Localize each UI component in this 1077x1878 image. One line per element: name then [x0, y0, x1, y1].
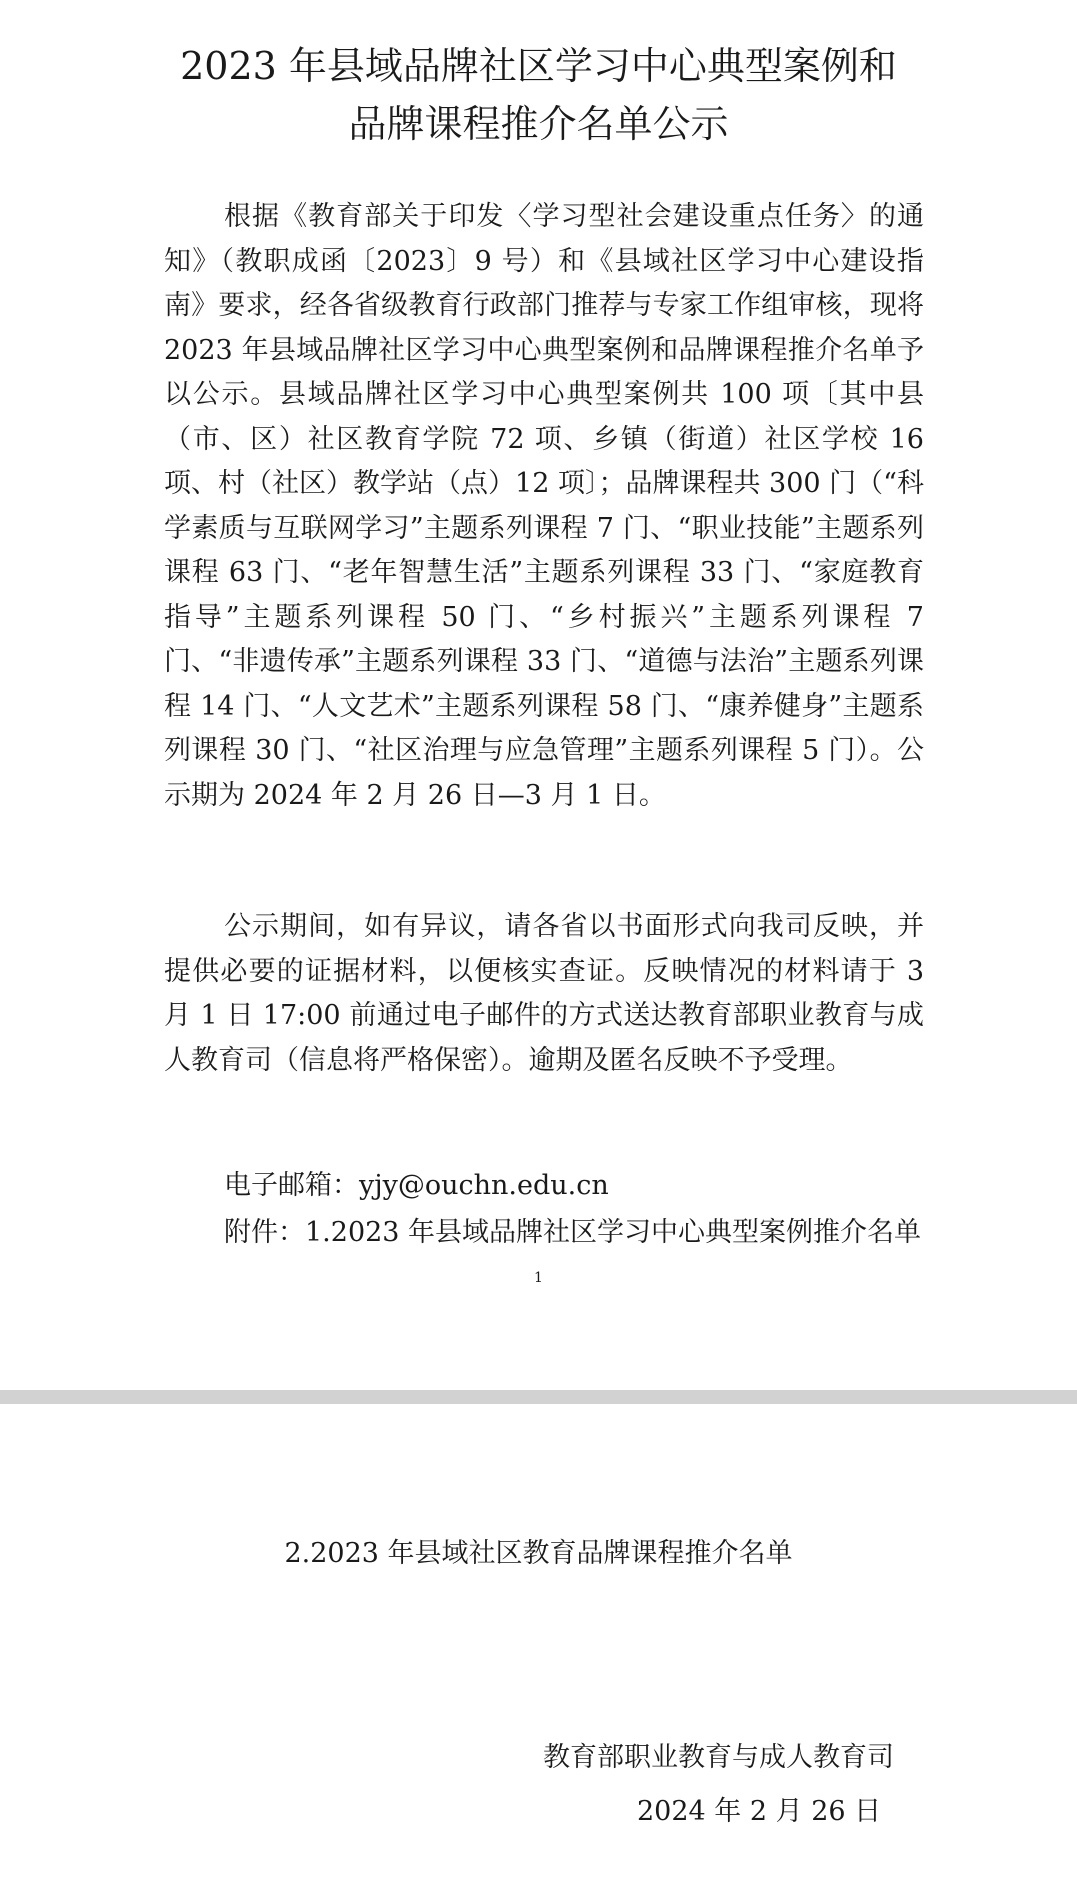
body-paragraph-1: 根据《教育部关于印发〈学习型社会建设重点任务〉的通知》（教职成函〔2023〕9 号）和《县域社区学习中心建设指南》要求，经各省级教育行政部门推荐与专家工作组审核，现将 2023 年县域品牌社区学习中心典型案例和品牌课程推介名单予以公示。县域品牌社区学习中心典型案例共 100 项〔其中县（市、区）社区教育学院 72 项、乡镇（街道）社区学校 16 项、村（社区）教学站（点）12 项〕；品牌课程共 300 门（“科学素质与互联网学习”主题系列课程 7 门、“职业技能”主题系列课程 63 门、“老年智慧生活”主题系列课程 33 门、“家庭教育指导”主题系列课程 50 门、“乡村振兴”主题系列课程 7 门、“非遗传承”主题系列课程 33 门、“道德与法治”主题系列课程 14 门、“人文艺术”主题系列课程 58 门、“康养健身”主题系列课程 30 门、“社区治理与应急管理”主题系列课程 5 门）。公示期为 2024 年 2 月 26 日—3 月 1 日。 [164, 201, 924, 811]
document-page-2 [0, 1404, 1077, 1878]
attachment-2-line: 2.2023 年县域社区教育品牌课程推介名单 [284, 1538, 793, 1569]
document-title-line-2: 品牌课程推介名单公示 [348, 102, 729, 146]
document-title-line-1: 2023 年县域品牌社区学习中心典型案例和 [180, 44, 897, 88]
page-separator [0, 1390, 1077, 1404]
attachment-1-line: 附件：1.2023 年县域品牌社区学习中心典型案例推介名单 [224, 1217, 922, 1248]
contact-email-line: 电子邮箱：yjy@ouchn.edu.cn [224, 1170, 609, 1201]
page-number: 1 [534, 1270, 543, 1286]
body-paragraph-2: 公示期间，如有异议，请各省以书面形式向我司反映，并提供必要的证据材料，以便核实查证。反映情况的材料请于 3 月 1 日 17:00 前通过电子邮件的方式送达教育部职业教育与成人教育司（信息将严格保密）。逾期及匿名反映不予受理。 [164, 911, 924, 1076]
signature-date: 2024 年 2 月 26 日 [637, 1796, 882, 1827]
signature-organization: 教育部职业教育与成人教育司 [543, 1742, 894, 1773]
